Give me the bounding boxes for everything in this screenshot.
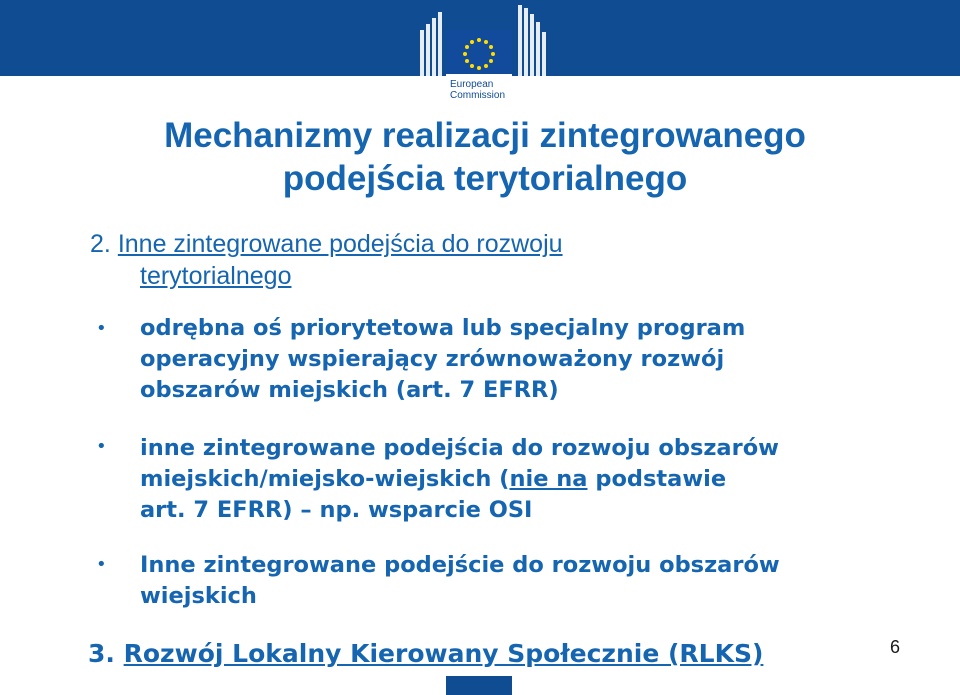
bullet-item-3 bbox=[140, 550, 930, 612]
bullet-2-line-2 bbox=[140, 464, 930, 495]
bullet-dot: • bbox=[96, 554, 107, 575]
bullet-2-line-2-start: miejskich/miejsko-wiejskich ( bbox=[140, 466, 510, 492]
section-2-title-line-2: terytorialnego bbox=[140, 262, 292, 290]
bullet-item-2 bbox=[140, 433, 930, 526]
slide-title bbox=[60, 114, 910, 200]
section-2-number: 2. bbox=[90, 230, 111, 258]
title-line-1: Mechanizmy realizacji zintegrowanego bbox=[164, 116, 806, 155]
bullet-1-line-1: odrębna oś priorytetowa lub specjalny program bbox=[140, 315, 746, 341]
section-3-title: Rozwój Lokalny Kierowany Społecznie (RLKS) bbox=[123, 639, 764, 668]
section-2-title-line-1: Inne zintegrowane podejścia do rozwoju bbox=[117, 230, 563, 258]
page-number: 6 bbox=[890, 637, 901, 657]
logo-line-2: Commission bbox=[450, 90, 506, 101]
bullet-3-line-1: Inne zintegrowane podejście do rozwoju obszarów bbox=[140, 552, 780, 578]
section-2-heading bbox=[90, 228, 790, 292]
bullet-2-line-2-end: podstawie bbox=[587, 466, 727, 492]
title-line-2: podejścia terytorialnego bbox=[282, 159, 688, 198]
commission-logo-text bbox=[450, 79, 505, 101]
eu-stars-icon bbox=[446, 30, 512, 78]
bullet-2-emphasis: nie na bbox=[509, 466, 588, 492]
bullet-1-line-3: obszarów miejskich (art. 7 EFRR) bbox=[140, 377, 559, 403]
bullet-item-1 bbox=[140, 313, 930, 406]
section-3-heading bbox=[88, 638, 848, 670]
bullet-2-line-1: inne zintegrowane podejścia do rozwoju obszarów bbox=[140, 435, 779, 461]
logo-line-1: European bbox=[450, 79, 494, 90]
footer-tab bbox=[446, 676, 512, 695]
bullet-dot: • bbox=[96, 318, 107, 339]
section-3-number: 3. bbox=[88, 639, 115, 668]
bullet-3-line-2: wiejskich bbox=[140, 583, 257, 609]
bullet-dot: • bbox=[96, 436, 107, 457]
bullet-2-line-3: art. 7 EFRR) – np. wsparcie OSI bbox=[140, 497, 533, 523]
bullet-1-line-2: operacyjny wspierający zrównoważony rozwój bbox=[140, 346, 725, 372]
